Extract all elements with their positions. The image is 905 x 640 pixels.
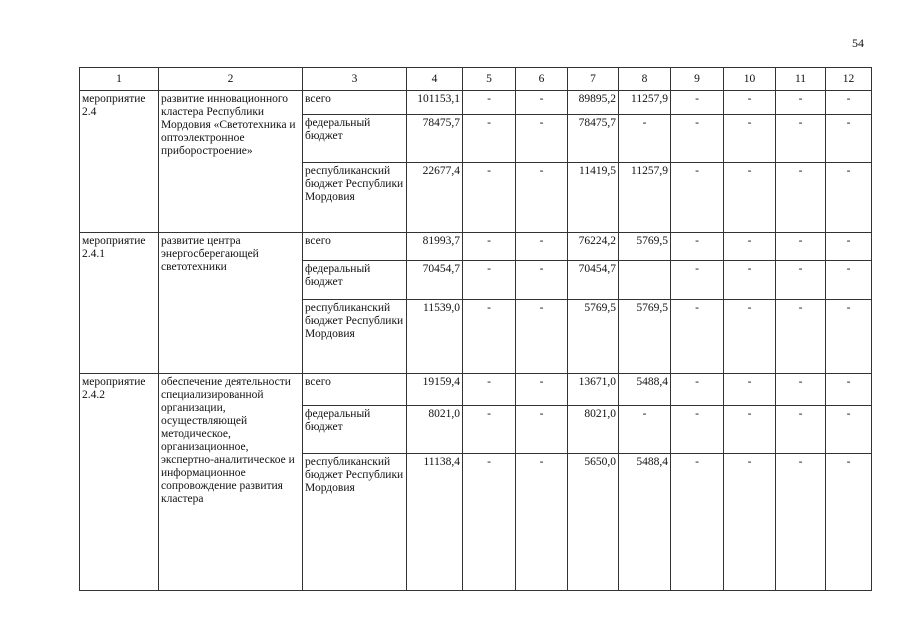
value-cell: - — [724, 300, 776, 374]
value-cell — [619, 261, 671, 300]
value-cell: - — [671, 163, 724, 233]
header-cell: 5 — [463, 68, 516, 91]
header-cell: 4 — [407, 68, 463, 91]
value-cell: - — [776, 300, 826, 374]
value-cell: - — [516, 91, 568, 115]
value-cell: - — [463, 454, 516, 591]
value-cell: 5769,5 — [568, 300, 619, 374]
table-row — [80, 374, 872, 406]
value-cell: - — [826, 91, 872, 115]
value-cell: - — [776, 406, 826, 454]
value-cell: 5650,0 — [568, 454, 619, 591]
value-cell: - — [724, 374, 776, 406]
header-cell: 11 — [776, 68, 826, 91]
header-cell: 9 — [671, 68, 724, 91]
value-cell: 78475,7 — [407, 115, 463, 163]
funding-source: республиканский бюджет Республики Мордовия — [303, 454, 407, 591]
value-cell: - — [516, 261, 568, 300]
funding-source: всего — [303, 374, 407, 406]
value-cell: 11138,4 — [407, 454, 463, 591]
value-cell: - — [724, 91, 776, 115]
value-cell: 19159,4 — [407, 374, 463, 406]
funding-source: республиканский бюджет Республики Мордовия — [303, 300, 407, 374]
header-cell: 12 — [826, 68, 872, 91]
budget-table — [79, 67, 872, 591]
value-cell: - — [671, 406, 724, 454]
value-cell: - — [826, 163, 872, 233]
value-cell: 5769,5 — [619, 300, 671, 374]
value-cell: 89895,2 — [568, 91, 619, 115]
value-cell: - — [463, 91, 516, 115]
funding-source: всего — [303, 91, 407, 115]
value-cell: - — [776, 374, 826, 406]
value-cell: - — [776, 233, 826, 261]
value-cell: 11257,9 — [619, 163, 671, 233]
value-cell: - — [724, 406, 776, 454]
value-cell: - — [724, 115, 776, 163]
value-cell: - — [516, 454, 568, 591]
value-cell: - — [826, 115, 872, 163]
value-cell: - — [826, 300, 872, 374]
value-cell: - — [776, 163, 826, 233]
value-cell: - — [671, 261, 724, 300]
value-cell: 8021,0 — [407, 406, 463, 454]
value-cell: - — [619, 406, 671, 454]
value-cell: - — [463, 115, 516, 163]
header-cell: 10 — [724, 68, 776, 91]
value-cell: 13671,0 — [568, 374, 619, 406]
header-cell: 8 — [619, 68, 671, 91]
value-cell: - — [826, 454, 872, 591]
value-cell: - — [516, 163, 568, 233]
page-number: 54 — [852, 36, 864, 50]
funding-source: всего — [303, 233, 407, 261]
value-cell: - — [516, 374, 568, 406]
header-cell: 1 — [80, 68, 159, 91]
measure-title: обеспечение деятельности специализированной организации, осуществляющей методическое, организационное, экспертно-аналитическое и информационное сопровождение развития кластера — [159, 374, 303, 591]
value-cell: - — [516, 406, 568, 454]
value-cell: - — [463, 406, 516, 454]
value-cell: - — [671, 374, 724, 406]
value-cell: 70454,7 — [568, 261, 619, 300]
value-cell: - — [516, 115, 568, 163]
value-cell: - — [671, 233, 724, 261]
value-cell: 11419,5 — [568, 163, 619, 233]
header-cell: 2 — [159, 68, 303, 91]
measure-id: мероприятие 2.4.2 — [80, 374, 159, 591]
value-cell: - — [516, 233, 568, 261]
measure-id: мероприятие 2.4.1 — [80, 233, 159, 374]
value-cell: 70454,7 — [407, 261, 463, 300]
value-cell: - — [826, 406, 872, 454]
value-cell: - — [671, 115, 724, 163]
value-cell: - — [463, 300, 516, 374]
measure-title: развитие инновационного кластера Республики Мордовия «Светотехника и оптоэлектронное приборостроение» — [159, 91, 303, 233]
table-row — [80, 91, 872, 115]
value-cell: - — [671, 454, 724, 591]
value-cell: 22677,4 — [407, 163, 463, 233]
value-cell: - — [776, 115, 826, 163]
value-cell: - — [776, 91, 826, 115]
funding-source: федеральный бюджет — [303, 115, 407, 163]
value-cell: 78475,7 — [568, 115, 619, 163]
table-row — [80, 233, 872, 261]
funding-source: федеральный бюджет — [303, 406, 407, 454]
value-cell: - — [619, 115, 671, 163]
value-cell: 81993,7 — [407, 233, 463, 261]
funding-source: федеральный бюджет — [303, 261, 407, 300]
value-cell: - — [463, 233, 516, 261]
value-cell: - — [724, 163, 776, 233]
value-cell: - — [724, 233, 776, 261]
value-cell: 101153,1 — [407, 91, 463, 115]
value-cell: 76224,2 — [568, 233, 619, 261]
value-cell: - — [671, 300, 724, 374]
value-cell: - — [463, 163, 516, 233]
value-cell: 11257,9 — [619, 91, 671, 115]
funding-source: республиканский бюджет Республики Мордовия — [303, 163, 407, 233]
measure-title: развитие центра энергосберегающей светотехники — [159, 233, 303, 374]
value-cell: - — [463, 374, 516, 406]
header-cell: 7 — [568, 68, 619, 91]
header-cell: 3 — [303, 68, 407, 91]
value-cell: - — [516, 300, 568, 374]
value-cell: 5488,4 — [619, 374, 671, 406]
value-cell: 8021,0 — [568, 406, 619, 454]
header-row — [80, 68, 872, 91]
value-cell: - — [776, 454, 826, 591]
measure-id: мероприятие 2.4 — [80, 91, 159, 233]
value-cell: - — [826, 233, 872, 261]
value-cell: - — [463, 261, 516, 300]
value-cell: - — [671, 91, 724, 115]
header-cell: 6 — [516, 68, 568, 91]
value-cell: 5769,5 — [619, 233, 671, 261]
value-cell: 5488,4 — [619, 454, 671, 591]
value-cell: - — [776, 261, 826, 300]
value-cell: - — [724, 454, 776, 591]
value-cell: - — [826, 261, 872, 300]
value-cell: - — [826, 374, 872, 406]
value-cell: - — [724, 261, 776, 300]
value-cell: 11539,0 — [407, 300, 463, 374]
